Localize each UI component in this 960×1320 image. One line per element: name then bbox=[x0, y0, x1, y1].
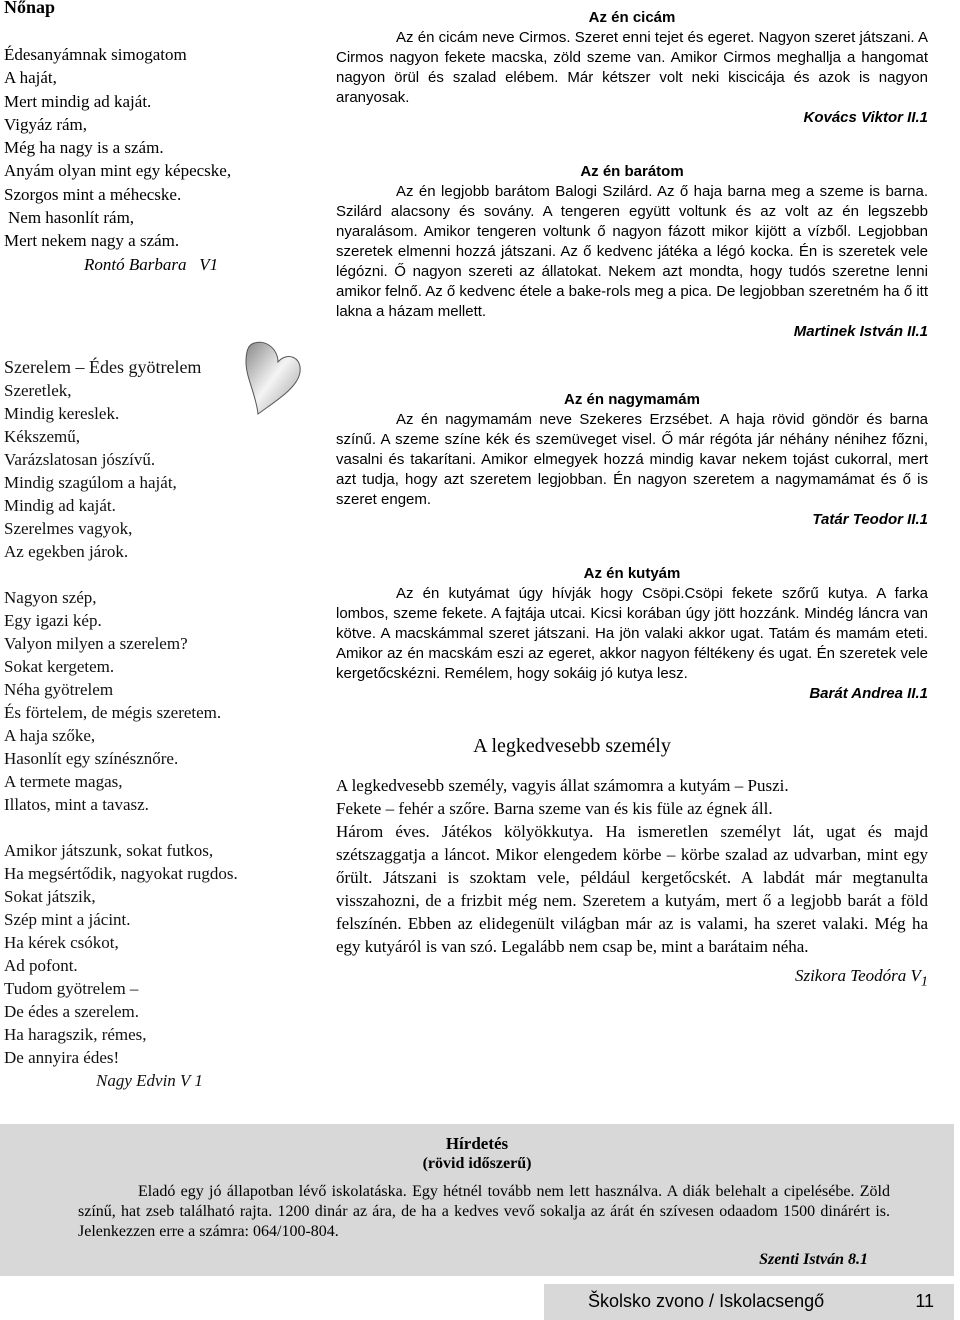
article-nagymamam bbox=[336, 390, 928, 530]
article-baratom bbox=[336, 162, 928, 342]
article-first-line: Az én nagymamám neve Szekeres Erzsébet. A haja rövid bbox=[396, 411, 805, 428]
article-author: Kovács Viktor II.1 bbox=[803, 109, 928, 126]
poem1 bbox=[4, 43, 324, 276]
poem-line: A termete magas, bbox=[4, 771, 123, 791]
poem-line: Mindig szagúlom a haját, bbox=[4, 472, 177, 492]
poem-line: A haját, bbox=[4, 68, 57, 88]
poem-line: Vigyáz rám, bbox=[4, 114, 87, 134]
ad-text: a cipelésébe. Zöld színű, hat zseb található rajta. 1200 dinár az ára, de ha a kedves vevő sokalja az árát én szívesen odaadom 1500 dinárért is. Jelenkezzen erre a számra: 064/100-804. bbox=[78, 1183, 891, 1240]
poem-line: Szorgos mint a méhecske. bbox=[4, 184, 182, 204]
article-author: Barát Andrea II.1 bbox=[809, 685, 928, 702]
poem-line: A haja szőke, bbox=[4, 725, 96, 745]
article-body bbox=[336, 410, 928, 510]
poem-line: Sokat kergetem. bbox=[4, 656, 115, 676]
poem-line: Mindig ad kaját. bbox=[4, 495, 116, 515]
ad-author: Szenti István 8.1 bbox=[759, 1251, 868, 1268]
article-title: Az én nagymamám bbox=[564, 391, 700, 408]
poem1-title: Nőnap bbox=[4, 0, 56, 17]
article-text: szeme is barna. Szilárd alacsony és sovány. A tengeren együtt voltunk és az volt az én legszebb nyaralásom. Amikor tengeren voltunk ő nagyon fázott mikor kijött a vízből. Legjobban szeretek elmenni hozzá játszani. Az ő kedvenc játéka a légó kocka. Én is szeretek vele légózni. Ő nagyon szereti az állatokat. Nekem azt mondta, hogy tudós szeretne lenni amikor felnő. Az ő kedvenc étele a bake-rols meg a pica. De legjobban szeretném ha ő itt lakna a házam mellett. bbox=[336, 183, 928, 320]
poem-line: Szép mint a jácint. bbox=[4, 909, 131, 929]
poem-line: Édesanyámnak simogatom bbox=[4, 45, 187, 64]
poem-line: Hasonlít egy színésznőre. bbox=[4, 748, 179, 768]
poem-line: Sokat játszik, bbox=[4, 886, 96, 906]
poem-line: És förtelem, de mégis szeretem. bbox=[4, 702, 222, 722]
article-title: Az én barátom bbox=[580, 163, 684, 180]
poem2 bbox=[4, 356, 324, 1092]
poem1-author: Rontó Barbara V1 bbox=[84, 254, 219, 274]
article-line: Fekete – fehér a szőre. Barna szeme van és kis füle az égnek áll. bbox=[336, 799, 773, 818]
left-column bbox=[4, 0, 324, 1092]
article-author bbox=[336, 964, 928, 993]
poem-line: Néha gyötrelem bbox=[4, 679, 114, 699]
author-name: Szikora Teodóra V bbox=[794, 966, 921, 985]
article-first-line: Az én cicám neve Cirmos. Szeret enni tejet és egeret. Nagyon bbox=[396, 29, 811, 46]
article-author: Martinek István II.1 bbox=[793, 323, 928, 340]
article-line: A legkedvesebb személy, vagyis állat számomra a kutyám – Puszi. bbox=[336, 776, 789, 795]
poem-line: Ha haragszik, rémes, bbox=[4, 1024, 147, 1044]
poem-line: Ha kérek csókot, bbox=[4, 932, 119, 952]
poem-line: Anyám olyan mint egy képecske, bbox=[4, 161, 232, 181]
poem-line: Szeretlek, bbox=[4, 380, 72, 400]
article-text: Három éves. Játékos kölyökkutya. Ha ismeretlen személyt lát, ugat és majd szétszaggatja a láncot. Mikor elengedem körbe – körbe szalad az udvarban, mint egy őrült. Játszani is szoktam vele, például kergetőcskét. A labdát már megtanulta visszahozni, de a frizbit még nem. Szeretem a kutyám, mert ő a legjobb barát a föld felszínén. Ebben az elidegenült világban már az is valami, ha szeret valaki. Még ha egy kutyáról is van szó. Legalább nem csap be, mint a barátaim néha. bbox=[336, 822, 928, 956]
article-cicam bbox=[336, 8, 928, 128]
poem-line: Ad pofont. bbox=[4, 955, 78, 975]
article-kutyam bbox=[336, 564, 928, 704]
poem-line: Ha megsértődik, nagyokat rugdos. bbox=[4, 863, 238, 883]
article-body bbox=[336, 584, 928, 684]
page-number: 11 bbox=[915, 1291, 934, 1311]
poem-line: Valyon milyen a szerelem? bbox=[4, 633, 188, 653]
heart-icon bbox=[244, 338, 306, 423]
article-body bbox=[336, 28, 928, 108]
article-body bbox=[336, 774, 928, 958]
poem-line: Mert nekem nagy a szám. bbox=[4, 231, 180, 251]
poem-line: Illatos, mint a tavasz. bbox=[4, 794, 149, 814]
poem-line: Nem hasonlít rám, bbox=[8, 208, 135, 228]
page-footer bbox=[544, 1284, 954, 1320]
ad-body bbox=[78, 1182, 890, 1242]
publication-name: Školsko zvono / Iskolacsengő bbox=[588, 1291, 825, 1311]
poem-line: Kékszemű, bbox=[4, 426, 81, 446]
article-text: kutya. A farka lombos, szeme fekete. A fajtája utcai. Kicsi korában úgy jött hozzánk. Mindég láncra van kötve. A macskámmal szeret játszani. Ha jön valaki akkor ugat. Tatám és mamám eteti. Amikor az én macskám eszi az egeret, akkor nagyon féltékeny és ugat. Én szeretek vele kergetőcskézni. Remélem, hogy sokáig jó kutya lesz. bbox=[336, 585, 929, 682]
article-body bbox=[336, 182, 928, 322]
poem-line: Mindig kereslek. bbox=[4, 403, 120, 423]
poem-line: Mert mindig ad kaját. bbox=[4, 91, 152, 111]
poem-line: Tudom gyötrelem – bbox=[4, 978, 139, 998]
author-subscript: 1 bbox=[920, 973, 928, 990]
article-first-line: Az én kutyámat úgy hívják hogy Csöpi.Csöpi fekete szőrű bbox=[396, 585, 819, 602]
ad-title: Hírdetés bbox=[445, 1134, 509, 1153]
article-author: Tatár Teodor II.1 bbox=[812, 511, 928, 528]
poem-line: Szerelmes vagyok, bbox=[4, 518, 133, 538]
poem-line: Egy igazi kép. bbox=[4, 610, 102, 630]
article-text: göndör és barna színű. A szeme színe kék és szemüveget visel. Ő már régóta jár néhány nénihez főzni, vasalni és takarítani. Amikor elmegyek hozzá mindig kavar nekem tojást cukorral, mert azt tudja, hogy azt szeretem legjobban. Én nagyon szeretem a nagymamámat és ő is szeret engem. bbox=[336, 411, 928, 508]
ad-subtitle: (rövid időszerű) bbox=[422, 1155, 532, 1172]
poem2-title: Szerelem – Édes gyötrelem bbox=[4, 356, 202, 377]
poem-line: Az egekben járok. bbox=[4, 541, 129, 561]
poem-line: Amikor játszunk, sokat futkos, bbox=[4, 840, 214, 860]
article-text: szeret játszani. A Cirmos nagyon fekete macska, zöld szeme van. Amikor Cirmos meghallja a hangomat nagyon örül és szalad elébem. Már kétszer volt neki kiscicája és azok is nagyon aranyosak. bbox=[336, 29, 928, 106]
article-title: Az én kutyám bbox=[583, 565, 681, 582]
article-title: A legkedvesebb személy bbox=[473, 735, 671, 757]
advertisement-box bbox=[0, 1124, 954, 1276]
poem-line: Varázslatosan jószívű. bbox=[4, 449, 156, 469]
poem2-author: Nagy Edvin V 1 bbox=[96, 1070, 203, 1090]
right-column bbox=[336, 8, 928, 993]
article-title: Az én cicám bbox=[588, 9, 676, 26]
poem-line: De annyira édes! bbox=[4, 1047, 120, 1067]
article-legkedvesebb bbox=[336, 734, 928, 993]
ad-first-line: Eladó egy jó állapotban lévő iskolatáska. Egy hétnél tovább nem lett használva. A diák belehalt bbox=[138, 1183, 767, 1200]
article-first-line: Az én legjobb barátom Balogi Szilárd. Az ő haja barna meg a bbox=[396, 183, 815, 200]
poem-line: Nagyon szép, bbox=[4, 587, 97, 607]
poem-line: Még ha nagy is a szám. bbox=[4, 138, 164, 158]
poem-line: De édes a szerelem. bbox=[4, 1001, 139, 1021]
